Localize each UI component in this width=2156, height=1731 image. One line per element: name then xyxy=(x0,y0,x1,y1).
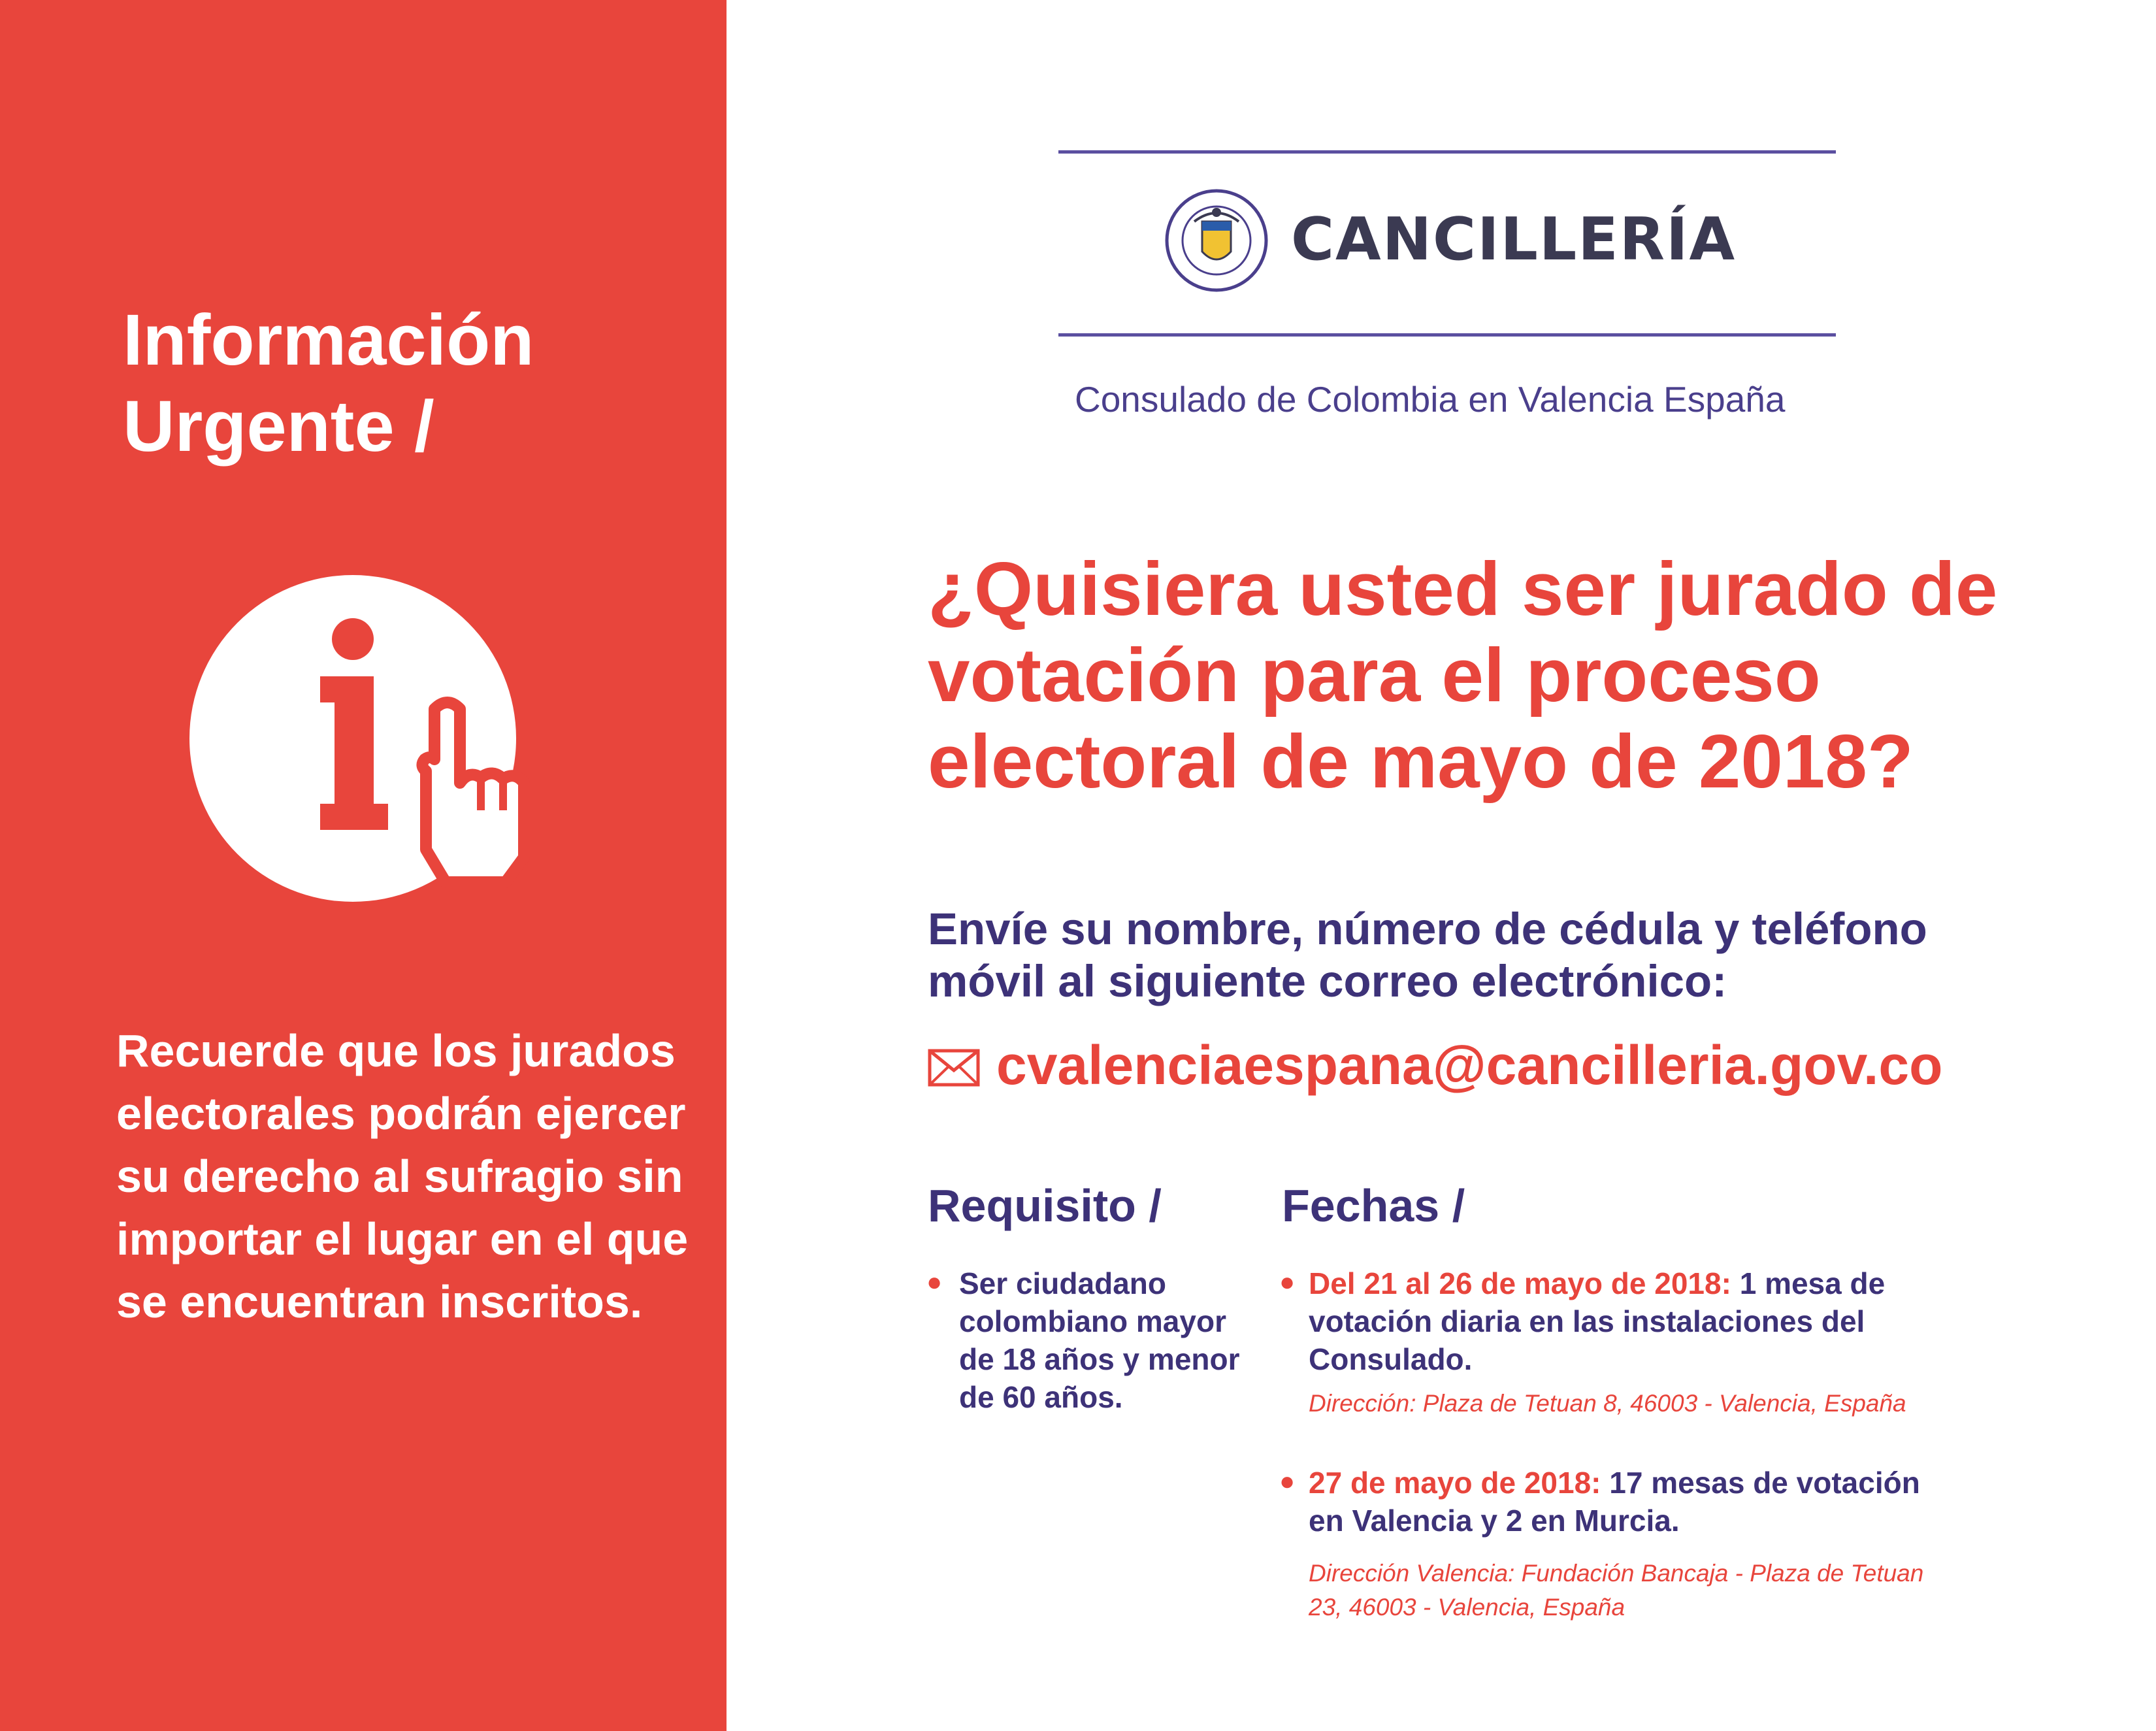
reminder-text: Recuerde que los jurados electorales podrán ejercer su derecho al sufragio sin importar el lugar en el que se encuentran inscritos. xyxy=(116,1025,689,1327)
dates-heading: Fechas / xyxy=(1282,1180,1465,1231)
cancilleria-logo-text: CANCILLERÍA xyxy=(1291,205,1737,274)
contact-email[interactable]: cvalenciaespana@cancilleria.gov.co xyxy=(996,1034,1943,1096)
date-description: 1 mesa de votación diaria en las instalaciones del Consulado. xyxy=(1309,1266,1886,1376)
info-hand-icon xyxy=(189,575,542,902)
date-item xyxy=(1309,1464,1936,1540)
bullet-icon: ● xyxy=(1279,1467,1296,1496)
colombia-seal-icon xyxy=(1165,189,1268,292)
main-question: ¿Quisiera usted ser jurado de votación para el proceso electoral de mayo de 2018? xyxy=(928,546,1998,804)
requirement-item: Ser ciudadano colombiano mayor de 18 años y menor de 60 años. xyxy=(959,1266,1240,1414)
date-label: 27 de mayo de 2018: xyxy=(1309,1466,1601,1500)
header-top-rule xyxy=(1058,150,1836,154)
date-address: Dirección: Plaza de Tetuan 8, 46003 - Valencia, España xyxy=(1309,1390,1906,1417)
instructions-text: Envíe su nombre, número de cédula y teléfono móvil al siguiente correo electrónico: xyxy=(928,904,1927,1006)
urgent-title: Información Urgente / xyxy=(123,300,534,467)
date-description: 17 mesas de votación en Valencia y 2 en Murcia. xyxy=(1309,1466,1920,1538)
date-label: Del 21 al 26 de mayo de 2018: xyxy=(1309,1266,1731,1300)
bullet-icon: ● xyxy=(926,1268,943,1296)
mail-icon xyxy=(928,1049,980,1087)
date-item xyxy=(1309,1264,1936,1378)
requirements-heading: Requisito / xyxy=(928,1180,1162,1231)
bullet-icon: ● xyxy=(1279,1268,1296,1296)
consulate-name: Consulado de Colombia en Valencia España xyxy=(1075,379,1786,420)
date-address: Dirección Valencia: Fundación Bancaja - Plaza de Tetuan 23, 46003 - Valencia, España xyxy=(1309,1560,1924,1621)
header-bottom-rule xyxy=(1058,333,1836,337)
info-panel xyxy=(0,0,727,1731)
